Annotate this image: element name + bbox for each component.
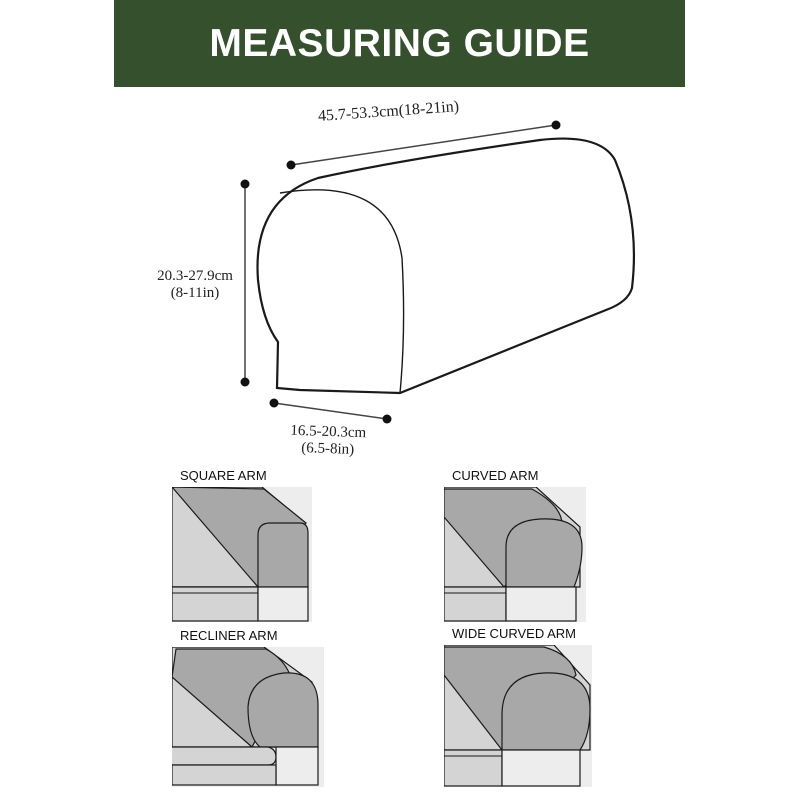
width-dimension-end xyxy=(383,415,392,424)
length-dimension-start xyxy=(287,161,296,170)
armrest-outline xyxy=(258,139,634,393)
curved-arm-label: CURVED ARM xyxy=(452,468,539,483)
header-banner xyxy=(114,0,685,87)
recliner-arm-label: RECLINER ARM xyxy=(180,628,278,643)
width-dimension-line xyxy=(274,403,387,419)
height-cm-label: 20.3-27.9cm xyxy=(157,268,233,284)
curved-arm-illustration xyxy=(444,487,586,622)
width-label xyxy=(269,422,386,460)
page-title: MEASURING GUIDE xyxy=(209,21,590,65)
wide-curved-arm-illustration xyxy=(444,645,592,787)
width-cm-label: 16.5-20.3cm xyxy=(290,422,367,442)
height-dimension-start xyxy=(241,180,250,189)
wide-curved-arm-label: WIDE CURVED ARM xyxy=(452,626,576,641)
height-dimension-end xyxy=(241,378,250,387)
width-dimension-start xyxy=(270,399,279,408)
width-in-label: (6.5-8in) xyxy=(301,440,355,458)
length-dimension-end xyxy=(552,121,561,130)
armrest-diagram xyxy=(0,87,800,467)
recliner-arm-illustration xyxy=(172,647,324,787)
height-label xyxy=(148,268,242,302)
height-in-label: (8-11in) xyxy=(170,285,220,301)
length-label: 45.7-53.3cm(18-21in) xyxy=(317,98,460,125)
square-arm-illustration xyxy=(172,487,312,622)
square-arm-label: SQUARE ARM xyxy=(180,468,267,483)
